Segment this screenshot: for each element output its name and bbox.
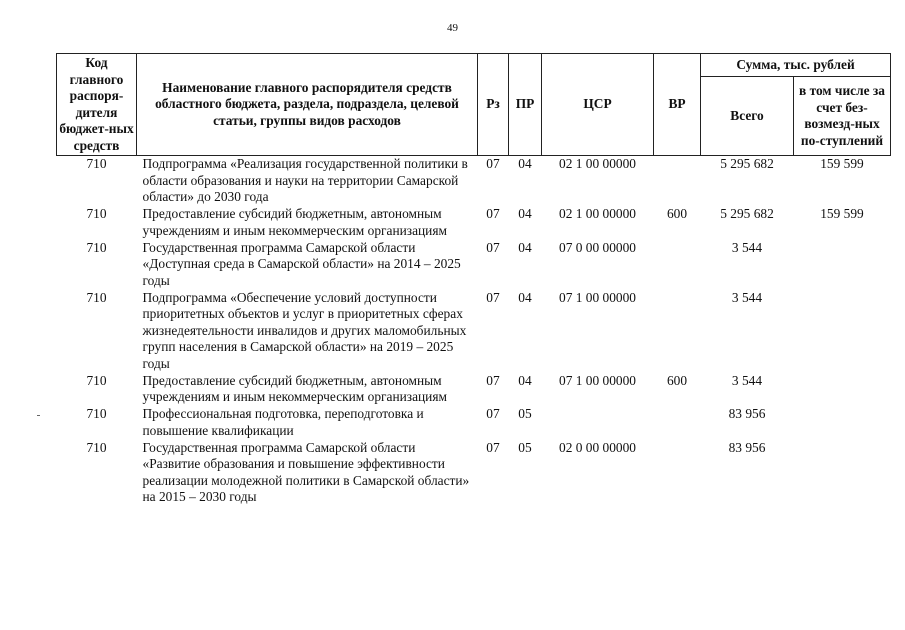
cell-vr [654, 440, 701, 507]
scan-mark [37, 415, 40, 416]
cell-csr: 07 1 00 00000 [559, 372, 636, 388]
cell-pr: 05 [518, 406, 532, 421]
table-row [57, 440, 891, 507]
cell-rz: 07 [486, 156, 500, 171]
header-csr: ЦСР [542, 54, 654, 156]
table-row [57, 373, 891, 407]
cell-rz: 07 [486, 372, 500, 388]
budget-table-wrapper [56, 53, 890, 506]
table-row [57, 290, 891, 373]
cell-code: 710 [86, 156, 107, 171]
table-row [57, 206, 891, 240]
cell-csr: 02 1 00 00000 [559, 156, 636, 171]
cell-rz: 07 [486, 289, 500, 305]
cell-name: Государственная программа Самарской области «Развитие образования и повышение эффективности реализации молодежной политики в Самарской области» на 2015 – 2030 годы [142, 439, 470, 504]
cell-pr: 04 [518, 206, 532, 221]
cell-csr: 07 1 00 00000 [559, 289, 636, 305]
table-body [57, 156, 891, 507]
cell-free [794, 240, 891, 290]
cell-name: Подпрограмма «Обеспечение условий доступности приоритетных объектов и услуг в приоритетных сферах жизнедеятельности инвалидов и других маломобильных групп населения в Самарской области» на 2019 – 2025 годы [142, 289, 467, 371]
cell-code: 710 [86, 206, 107, 221]
cell-pr: 04 [518, 239, 532, 255]
cell-code: 710 [86, 372, 107, 388]
cell-total: 5 295 682 [720, 156, 774, 171]
header-pr: ПР [509, 54, 542, 156]
table-row [57, 406, 891, 440]
cell-pr: 04 [518, 372, 532, 388]
header-vr: ВР [654, 54, 701, 156]
cell-total: 5 295 682 [720, 206, 774, 221]
cell-free [794, 440, 891, 507]
cell-csr: 02 1 00 00000 [559, 206, 636, 221]
cell-csr: 07 0 00 00000 [559, 239, 636, 255]
cell-free: 159 599 [820, 206, 864, 221]
cell-total: 83 956 [728, 439, 766, 455]
cell-csr [542, 406, 654, 440]
cell-rz: 07 [486, 206, 500, 221]
cell-csr: 02 0 00 00000 [559, 439, 636, 455]
header-total: Всего [701, 77, 794, 156]
header-name: Наименование главного распорядителя средств областного бюджета, раздела, подраздела, целевой статьи, группы видов расходов [137, 54, 478, 156]
cell-free [794, 406, 891, 440]
cell-name: Государственная программа Самарской области «Доступная среда в Самарской области» на 2014 – 2025 годы [142, 239, 461, 288]
cell-free [794, 373, 891, 407]
cell-total: 3 544 [731, 289, 763, 305]
cell-pr: 05 [518, 439, 532, 455]
cell-free: 159 599 [820, 156, 864, 171]
cell-vr: 600 [666, 206, 688, 221]
cell-rz: 07 [486, 439, 500, 455]
budget-table [56, 53, 891, 506]
cell-vr [654, 290, 701, 373]
cell-code: 710 [86, 289, 107, 305]
cell-vr: 600 [666, 372, 688, 388]
header-free: в том числе за счет без-возмезд-ных по-ступлений [794, 77, 891, 156]
cell-free [794, 290, 891, 373]
cell-rz: 07 [486, 406, 500, 421]
cell-code: 710 [86, 406, 107, 421]
cell-pr: 04 [518, 156, 532, 171]
cell-code: 710 [86, 439, 107, 455]
cell-vr [654, 156, 701, 207]
cell-vr [654, 240, 701, 290]
cell-name: Профессиональная подготовка, переподготовка и повышение квалификации [142, 406, 424, 438]
cell-vr [654, 406, 701, 440]
page-number: 49 [447, 22, 458, 34]
cell-total: 3 544 [731, 239, 763, 255]
cell-name: Предоставление субсидий бюджетным, автономным учреждениям и иным некоммерческим организациям [142, 206, 447, 238]
cell-total: 83 956 [728, 406, 766, 421]
table-row [57, 240, 891, 290]
table-row [57, 156, 891, 207]
cell-pr: 04 [518, 289, 532, 305]
cell-rz: 07 [486, 239, 500, 255]
header-code: Код главного распоря-дителя бюджет-ных средств [57, 54, 137, 156]
header-rz: Рз [478, 54, 509, 156]
table-header [57, 54, 891, 156]
cell-total: 3 544 [731, 372, 763, 388]
cell-name: Подпрограмма «Реализация государственной политики в области образования и науки на территории Самарской области» до 2030 года [142, 156, 468, 204]
header-sum: Сумма, тыс. рублей [701, 54, 891, 77]
cell-name: Предоставление субсидий бюджетным, автономным учреждениям и иным некоммерческим организациям [142, 372, 447, 404]
cell-code: 710 [86, 239, 107, 255]
